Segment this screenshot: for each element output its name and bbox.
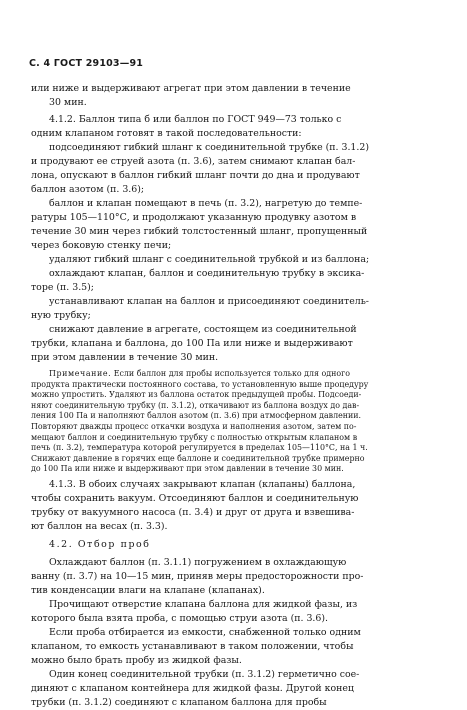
text-line: Один конец соединительной трубки (п. 3.1.2) герметично сое- bbox=[49, 669, 360, 680]
text-line: Прочищают отверстие клапана баллона для жидкой фазы, из bbox=[49, 599, 358, 610]
text-line: устанавливают клапан на баллон и присоединяют соединитель- bbox=[49, 296, 369, 307]
note-line: Повторяют дважды процесс откачки воздуха и наполнения азотом, затем по- bbox=[31, 421, 357, 431]
note-line: можно упростить. Удаляют из баллона остаток предыдущей пробы. Подсоеди- bbox=[31, 390, 362, 400]
text-line: или ниже и выдерживают агрегат при этом давлении в течение bbox=[31, 83, 351, 94]
text-line: торе (п. 3.5); bbox=[31, 282, 94, 293]
note-line: Снижают давление в горячих еще баллоне и соединительной трубке примерно bbox=[31, 453, 365, 463]
note-label: Примечание. bbox=[49, 369, 112, 378]
text-line: можно было брать пробу из жидкой фазы. bbox=[31, 655, 242, 666]
note-text: Если баллон для пробы используется только для одного bbox=[113, 369, 351, 378]
paragraph-4-2 bbox=[31, 556, 441, 710]
page-header: С. 4 ГОСТ 29103—91 bbox=[29, 58, 144, 69]
text-line: которого была взята проба, с помощью струи азота (п. 3.6). bbox=[31, 613, 329, 624]
text-line: ют баллон на весах (п. 3.3). bbox=[31, 521, 168, 532]
text-line: через боковую стенку печи; bbox=[31, 240, 172, 251]
note-line: няют соединительную трубку (п. 3.1.2), откачивают из баллона воздух до дав- bbox=[31, 400, 360, 410]
text-line: ванну (п. 3.7) на 10—15 мин, приняв меры предосторожности про- bbox=[31, 571, 364, 582]
text-line: удаляют гибкий шланг с соединительной трубкой и из баллона; bbox=[49, 254, 370, 265]
text-line: тив конденсации влаги на клапане (клапанах). bbox=[31, 585, 265, 596]
text-line: Охлаждают баллон (п. 3.1.1) погружением в охлаждающую bbox=[49, 557, 347, 568]
text-line: баллон азотом (п. 3.6); bbox=[31, 184, 145, 195]
note-line: продукта практически постоянного состава, то установленную выше процедуру bbox=[31, 379, 369, 389]
text-line: трубку от вакуумного насоса (п. 3.4) и друг от друга и взвешива- bbox=[31, 507, 355, 518]
text-line: подсоединяют гибкий шланг к соединительной трубке (п. 3.1.2) bbox=[49, 142, 369, 153]
text-line: баллон и клапан помещают в печь (п. 3.2), нагретую до темпе- bbox=[49, 198, 363, 209]
text-line: трубки (п. 3.1.2) соединяют с клапаном баллона для пробы bbox=[31, 697, 327, 708]
text-line: ную трубку; bbox=[31, 310, 91, 321]
note-line: мещают баллон и соединительную трубку с полностью открытым клапаном в bbox=[31, 432, 358, 442]
text-line: при этом давлении в течение 30 мин. bbox=[31, 352, 219, 363]
note-line: печь (п. 3.2), температура которой регулируется в пределах 105—110°С, на 1 ч. bbox=[31, 443, 368, 453]
text-line: Если проба отбирается из емкости, снабженной только одним bbox=[49, 627, 361, 638]
text-line: клапаном, то емкость устанавливают в таком положении, чтобы bbox=[31, 641, 354, 652]
text-line: одним клапаном готовят в такой последовательности: bbox=[31, 128, 302, 139]
paragraph-4-1-3 bbox=[31, 478, 441, 534]
section-heading: 4.2. Отбор проб bbox=[49, 539, 151, 550]
text-line: трубки, клапана и баллона, до 100 Па или ниже и выдерживают bbox=[31, 338, 353, 349]
section-heading-4-2 bbox=[31, 538, 441, 552]
note-line: ления 100 Па и наполняют баллон азотом (п. 3.6) при атмосферном давлении. bbox=[31, 411, 362, 421]
text-line: охлаждают клапан, баллон и соединительную трубку в эксика- bbox=[49, 268, 365, 279]
text-line: 4.1.3. В обоих случаях закрывают клапан (клапаны) баллона, bbox=[49, 479, 356, 490]
text-line: 4.1.2. Баллон типа б или баллон по ГОСТ 949—73 только с bbox=[49, 114, 342, 125]
text-line: и продувают ее струей азота (п. 3.6), затем снимают клапан бал- bbox=[31, 156, 356, 167]
text-line: ратуры 105—110°С, и продолжают указанную продувку азотом в bbox=[31, 212, 357, 223]
paragraph-4-1-2 bbox=[31, 113, 441, 365]
paragraph-continuation bbox=[31, 82, 441, 110]
text-line: чтобы сохранить вакуум. Отсоединяют баллон и соединительную bbox=[31, 493, 359, 504]
note-block bbox=[31, 369, 441, 475]
text-line: течение 30 мин через гибкий толстостенный шланг, пропущенный bbox=[31, 226, 368, 237]
note-line: до 100 Па или ниже и выдерживают при этом давлении в течение 30 мин. bbox=[31, 464, 344, 474]
text-line: снижают давление в агрегате, состоящем из соединительной bbox=[49, 324, 357, 335]
note-first-line bbox=[31, 369, 441, 380]
text-line: лона, опускают в баллон гибкий шланг почти до дна и продувают bbox=[31, 170, 360, 181]
text-line: 30 мин. bbox=[49, 97, 87, 108]
text-line: диняют с клапаном контейнера для жидкой фазы. Другой конец bbox=[31, 683, 354, 694]
